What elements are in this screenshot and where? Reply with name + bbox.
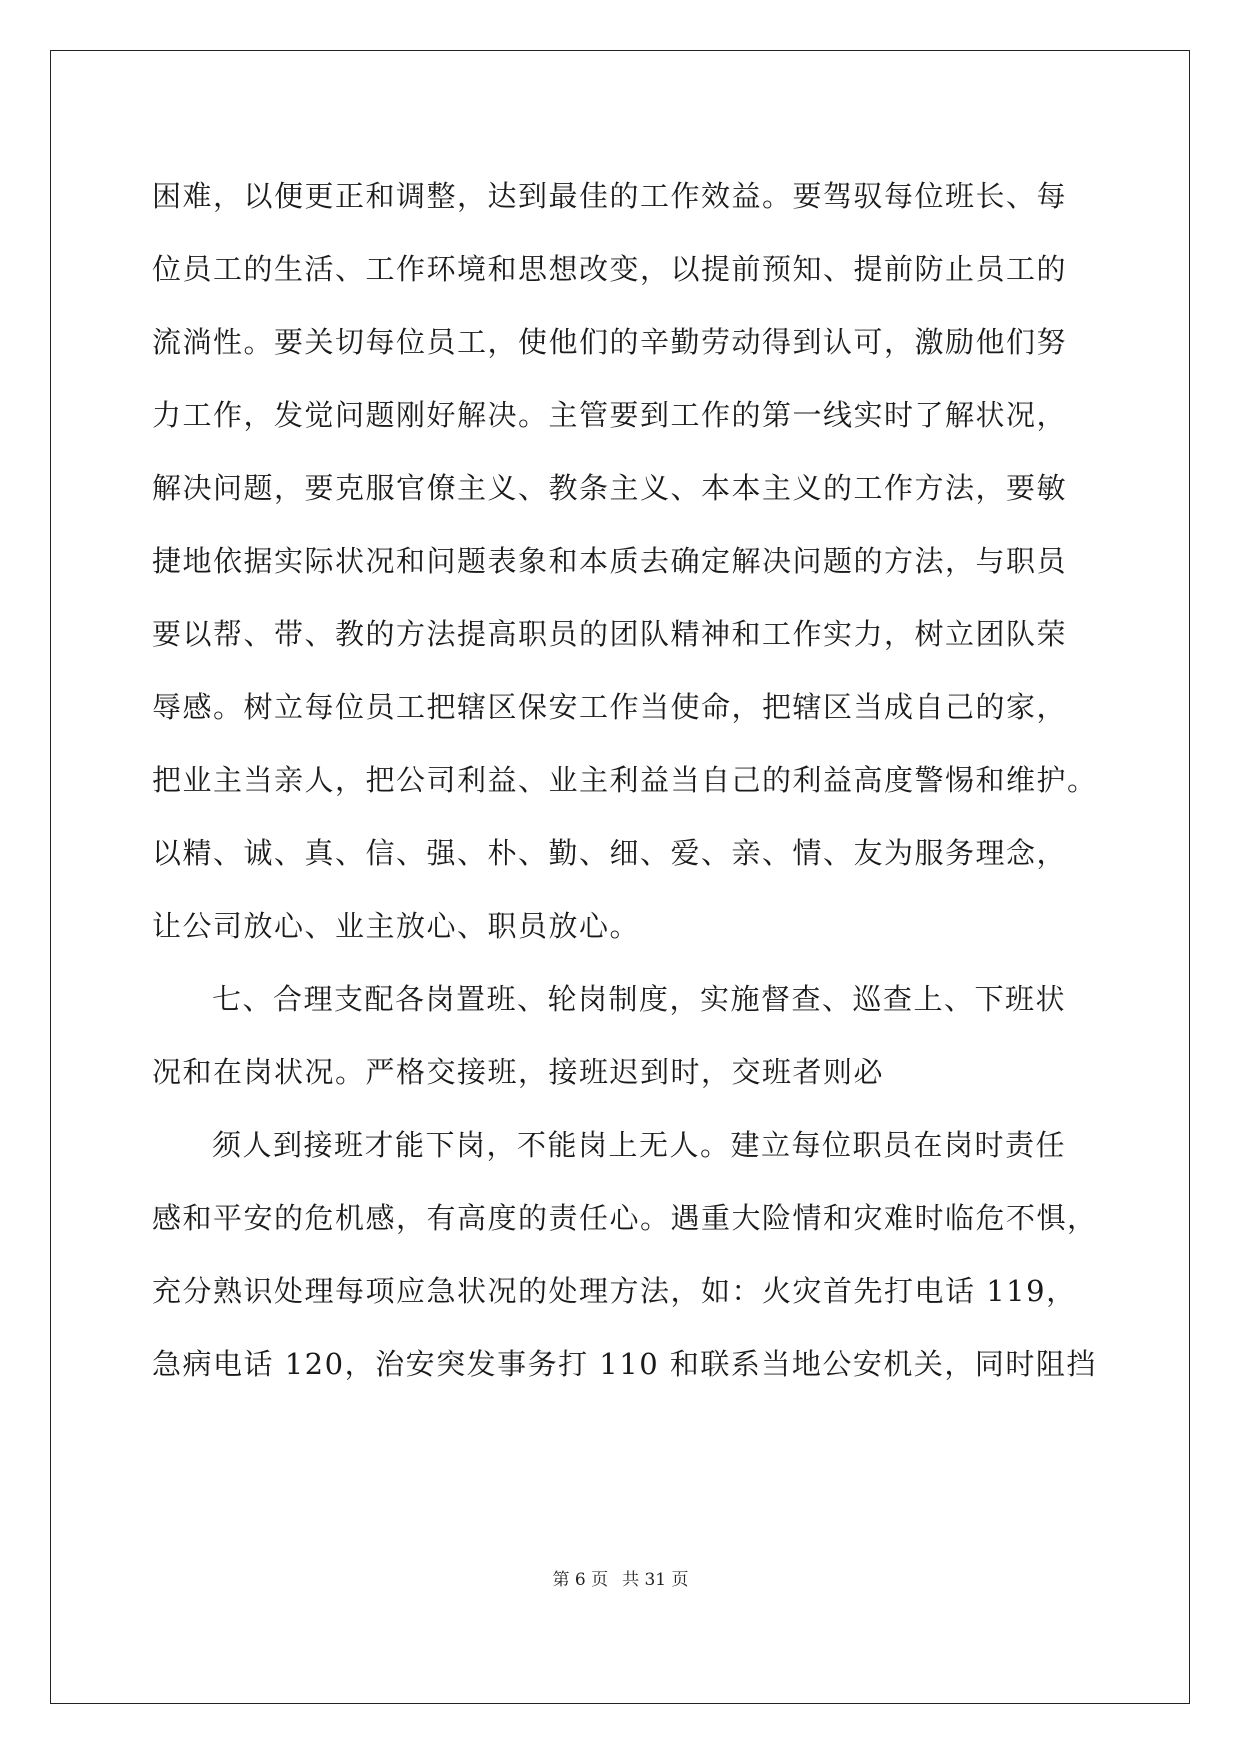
text-line: 感和平安的危机感，有高度的责任心。遇重大险情和灾难时临危不惧， <box>152 1201 1098 1235</box>
text-line: 让公司放心、业主放心、职员放心。 <box>152 909 641 943</box>
text-line: 力工作，发觉问题刚好解决。主管要到工作的第一线实时了解状况， <box>152 398 1068 432</box>
text-line: 充分熟识处理每项应急状况的处理方法，如：火灾首先打电话 119， <box>152 1274 1077 1308</box>
text-line: 以精、诚、真、信、强、朴、勤、细、爱、亲、情、友为服务理念， <box>152 836 1068 870</box>
text-line: 急病电话 120，治安突发事务打 110 和联系当地公安机关，同时阻挡 <box>152 1347 1097 1381</box>
paragraph-start-line: 七、合理支配各岗置班、轮岗制度，实施督查、巡查上、下班状 <box>212 982 1067 1016</box>
page-number: 第 6 页 <box>552 1570 609 1590</box>
text-line: 困难，以便更正和调整，达到最佳的工作效益。要驾驭每位班长、每 <box>152 179 1068 213</box>
text-line: 捷地依据实际状况和问题表象和本质去确定解决问题的方法，与职员 <box>152 544 1068 578</box>
text-line: 流淌性。要关切每位员工，使他们的辛勤劳动得到认可，激励他们努 <box>152 325 1068 359</box>
paragraph-start-line: 须人到接班才能下岗，不能岗上无人。建立每位职员在岗时责任 <box>212 1128 1067 1162</box>
document-body <box>152 160 1098 1401</box>
text-line: 况和在岗状况。严格交接班，接班迟到时，交班者则必 <box>152 1055 885 1089</box>
text-line: 要以帮、带、教的方法提高职员的团队精神和工作实力，树立团队荣 <box>152 617 1068 651</box>
text-line: 位员工的生活、工作环境和思想改变，以提前预知、提前防止员工的 <box>152 252 1068 286</box>
page-total: 共 31 页 <box>622 1570 689 1590</box>
page-footer <box>0 1565 1241 1590</box>
text-line: 把业主当亲人，把公司利益、业主利益当自己的利益高度警惕和维护。 <box>152 763 1098 797</box>
text-line: 解决问题，要克服官僚主义、教条主义、本本主义的工作方法，要敏 <box>152 471 1068 505</box>
text-line: 辱感。树立每位员工把辖区保安工作当使命，把辖区当成自己的家， <box>152 690 1068 724</box>
